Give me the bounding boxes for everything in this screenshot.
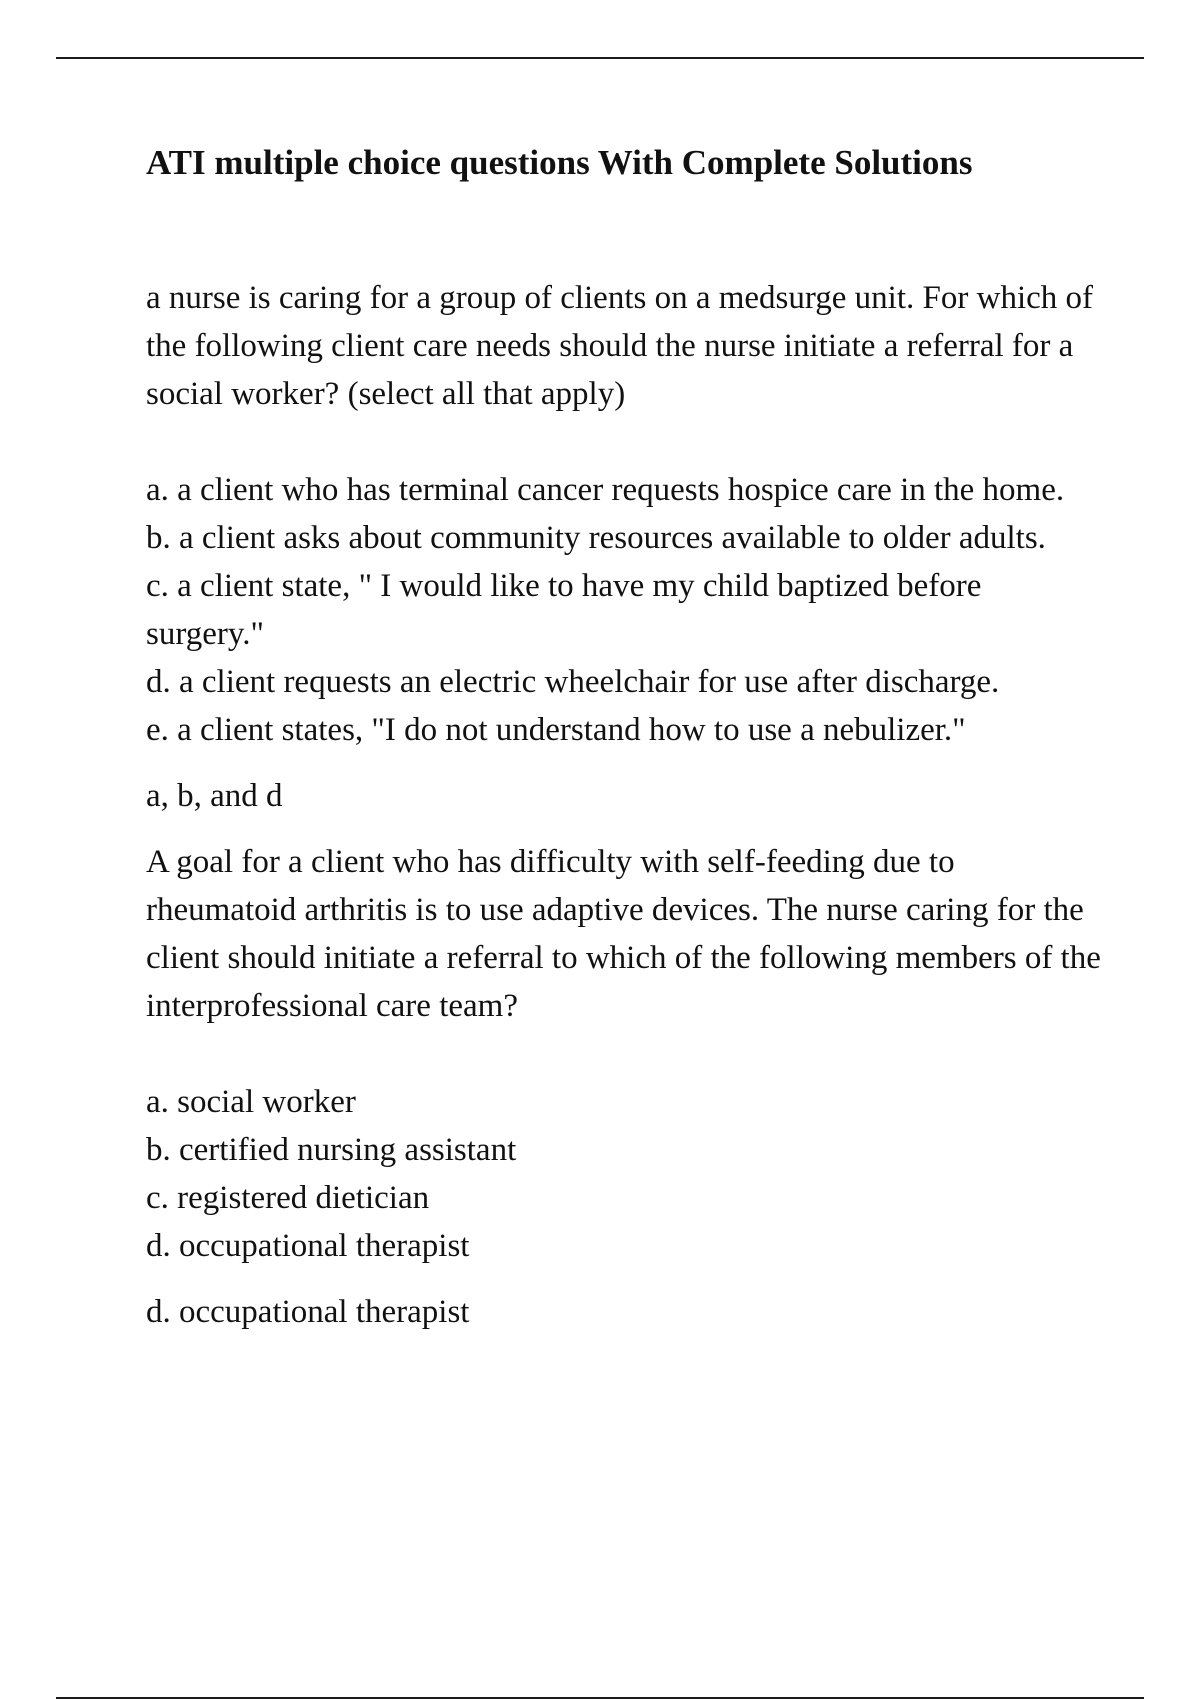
question-1-options	[146, 466, 1106, 754]
question-2-text: A goal for a client who has difficulty with self-feeding due to rheumatoid arthritis is to use adaptive devices. The nurse caring for the client should initiate a referral to which of the following members of the interprofessional care team?	[146, 844, 1101, 1024]
question-1-answer: a, b, and d	[146, 778, 283, 814]
document-page	[146, 140, 1106, 1336]
question-2-options	[146, 1078, 1106, 1270]
question-1-option-a: a. a client who has terminal cancer requests hospice care in the home.	[146, 472, 1065, 508]
question-1-option-d: d. a client requests an electric wheelchair for use after discharge.	[146, 664, 1000, 700]
document-title: ATI multiple choice questions With Complete Solutions	[146, 143, 973, 182]
bottom-divider	[56, 1697, 1144, 1699]
question-1-option-c: c. a client state, " I would like to have my child baptized before surgery."	[146, 568, 982, 652]
question-1-option-e: e. a client states, "I do not understand how to use a nebulizer."	[146, 712, 966, 748]
question-2-option-a: a. social worker	[146, 1084, 356, 1120]
question-2-option-c: c. registered dietician	[146, 1180, 430, 1216]
top-divider	[56, 57, 1144, 59]
question-block-1	[146, 274, 1106, 820]
question-2-option-d: d. occupational therapist	[146, 1228, 470, 1264]
question-2-option-b: b. certified nursing assistant	[146, 1132, 517, 1168]
question-1-text: a nurse is caring for a group of clients on a medsurge unit. For which of the following client care needs should the nurse initiate a referral for a social worker? (select all that apply)	[146, 280, 1093, 412]
question-block-2	[146, 838, 1106, 1336]
question-2-answer: d. occupational therapist	[146, 1294, 470, 1330]
question-1-option-b: b. a client asks about community resources available to older adults.	[146, 520, 1046, 556]
